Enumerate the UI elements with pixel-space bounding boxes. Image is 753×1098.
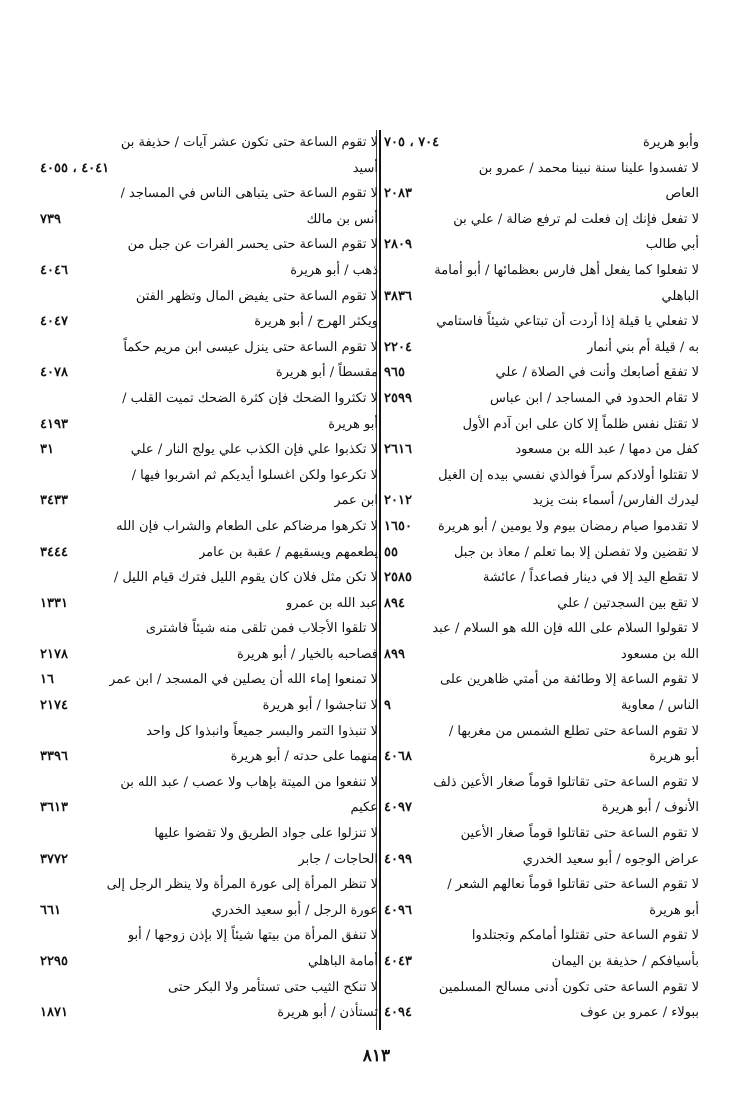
hadith-number: ٤٠٩٧ bbox=[384, 800, 412, 816]
hadith-number: ٧٣٩ bbox=[40, 211, 61, 227]
entry-text: لا تقدموا صيام رمضان بيوم ولا يومين / أبو هريرة bbox=[438, 518, 699, 534]
hadith-number: ٣٣٩٦ bbox=[40, 749, 68, 765]
entry-text: الأنوف / أبو هريرة bbox=[601, 800, 699, 816]
index-entry-line bbox=[40, 872, 378, 898]
index-entry-line bbox=[384, 591, 699, 617]
entry-text: أبي طالب bbox=[645, 237, 699, 253]
entry-text: لا تقوم الساعة حتى تكون أدنى مسالح المسلمين bbox=[438, 979, 699, 995]
entry-text: لا تقولوا السلام على الله فإن الله هو السلام / عبد bbox=[432, 621, 699, 637]
index-entry-line bbox=[40, 847, 378, 873]
index-entry-line bbox=[384, 719, 699, 745]
index-entry-line bbox=[384, 770, 699, 796]
index-entry-line bbox=[40, 258, 378, 284]
index-entry-line bbox=[40, 360, 378, 386]
index-entry-line bbox=[40, 949, 378, 975]
hadith-number: ٢٢٩٥ bbox=[40, 954, 68, 969]
entry-text: لا تقوم الساعة حتى يفيض المال وتظهر الفتن bbox=[135, 288, 378, 304]
index-entry-line bbox=[384, 616, 699, 642]
hadith-number: ٢٥٩٩ bbox=[384, 390, 412, 406]
index-entry-line bbox=[40, 719, 378, 745]
hadith-number: ٦٦١ bbox=[40, 902, 61, 918]
hadith-number: ٤٠٩٩ bbox=[384, 851, 412, 867]
hadith-number: ٤١٩٣ bbox=[40, 416, 68, 432]
index-entry-line bbox=[384, 258, 699, 284]
hadith-number: ١٦ bbox=[40, 672, 54, 688]
entry-text: لا تقتل نفس ظلماً إلا كان على ابن آدم الأول bbox=[462, 416, 699, 432]
hadith-number: ١٣٣١ bbox=[40, 595, 68, 611]
entry-text: لا تنظر المرأة إلى عورة المرأة ولا ينظر الرجل إلى bbox=[106, 877, 378, 893]
entry-text: أسيد bbox=[352, 160, 378, 176]
entry-text: أبو هريرة bbox=[649, 902, 699, 918]
entry-text: لا تكرعوا ولكن اغسلوا أيديكم ثم اشربوا فيها / bbox=[131, 467, 378, 483]
index-entry-line bbox=[384, 514, 699, 540]
hadith-number: ٤٠٤٧ bbox=[40, 314, 68, 330]
entry-text: لا تقوم الساعة حتى تقاتلوا قوماً صغار الأعين bbox=[460, 826, 699, 842]
index-entry-line bbox=[40, 130, 378, 156]
index-entry-line bbox=[40, 412, 378, 438]
index-entry-line bbox=[384, 1000, 699, 1026]
index-entry-line bbox=[40, 386, 378, 412]
index-entry-line bbox=[40, 616, 378, 642]
index-entry-line bbox=[384, 130, 699, 156]
entry-text: ابن عمر bbox=[334, 493, 378, 509]
hadith-number: ١٦٥٠ bbox=[384, 518, 412, 534]
index-entry-line bbox=[384, 386, 699, 412]
index-entry-line bbox=[40, 565, 378, 591]
hadith-number: ٣٦١٣ bbox=[40, 800, 68, 816]
entry-text: بأسيافكم / حذيفة بن اليمان bbox=[551, 954, 699, 969]
index-entry-line bbox=[384, 309, 699, 335]
index-entry-line bbox=[40, 335, 378, 361]
entry-text: لا تقوم الساعة إلا وطائفة من أمتي ظاهرين على bbox=[439, 672, 699, 688]
hadith-number: ٧٠٤ ، ٧٠٥ bbox=[384, 135, 440, 150]
index-entry-line bbox=[40, 540, 378, 566]
hadith-number: ٥٥ bbox=[384, 544, 398, 560]
index-entry-line bbox=[40, 667, 378, 693]
index-entry-line bbox=[384, 181, 699, 207]
index-entry-line bbox=[40, 795, 378, 821]
index-entry-line bbox=[40, 284, 378, 310]
index-entry-line bbox=[40, 821, 378, 847]
hadith-number: ٤٠٦٨ bbox=[384, 749, 412, 765]
index-entry-line bbox=[384, 412, 699, 438]
entry-text: أبو هريرة bbox=[328, 416, 378, 432]
index-entry-line bbox=[40, 207, 378, 233]
hadith-number: ٨٩٤ bbox=[384, 595, 405, 611]
entry-text: لا تقتلوا أولادكم سراً فوالذي نفسي بيده إن الغيل bbox=[438, 467, 699, 483]
entry-text: يطعمهم ويسقيهم / عقبة بن عامر bbox=[199, 544, 378, 560]
index-entry-line bbox=[384, 463, 699, 489]
hadith-number: ٨٩٩ bbox=[384, 646, 405, 662]
hadith-number: ٣٤٤٤ bbox=[40, 544, 68, 560]
hadith-number: ٤٠٤٦ bbox=[40, 262, 68, 278]
entry-text: الحاجات / جابر bbox=[298, 851, 378, 867]
index-entry-line bbox=[384, 360, 699, 386]
index-entry-line bbox=[384, 693, 699, 719]
entry-text: لا تقضين ولا تفصلن إلا بما تعلم / معاذ بن جبل bbox=[453, 544, 699, 560]
entry-text: لا تكن مثل فلان كان يقوم الليل فترك قيام الليل / bbox=[113, 570, 378, 586]
index-entry-line bbox=[384, 488, 699, 514]
index-entry-line bbox=[384, 437, 699, 463]
index-entry-line bbox=[384, 923, 699, 949]
entry-text: لا تقوم الساعة حتى تقاتلوا قوماً نعالهم الشعر / bbox=[447, 877, 699, 893]
index-entry-line bbox=[40, 898, 378, 924]
right-column bbox=[384, 130, 699, 1026]
entry-text: لا تلقوا الأجلاب فمن تلقى منه شيئاً فاشترى bbox=[145, 621, 378, 637]
index-entry-line bbox=[40, 437, 378, 463]
index-entry-line bbox=[40, 156, 378, 182]
entry-text: ويكثر الهرج / أبو هريرة bbox=[254, 314, 378, 330]
index-entry-line bbox=[384, 847, 699, 873]
hadith-number: ٤٠٤٣ bbox=[384, 954, 412, 969]
index-entry-line bbox=[40, 975, 378, 1001]
hadith-number: ٣٧٧٢ bbox=[40, 851, 68, 867]
entry-text: فصاحبه بالخيار / أبو هريرة bbox=[237, 646, 378, 662]
index-entry-line bbox=[40, 232, 378, 258]
entry-text: لا تقوم الساعة حتى تقتلوا أمامكم وتجتلدوا bbox=[471, 928, 699, 944]
index-entry-line bbox=[40, 181, 378, 207]
entry-text: لا تكذبوا علي فإن الكذب علي يولج النار / علي bbox=[130, 442, 378, 458]
entry-text: لا تقع بين السجدتين / علي bbox=[557, 595, 699, 611]
hadith-number: ٢٥٨٥ bbox=[384, 570, 412, 586]
index-entry-line bbox=[40, 693, 378, 719]
index-entry-line bbox=[40, 770, 378, 796]
entry-text: لا تقوم الساعة حتى يتباهى الناس في المساجد / bbox=[120, 186, 378, 202]
hadith-number: ٢١٧٤ bbox=[40, 698, 68, 714]
hadith-number: ٤٠٩٤ bbox=[384, 1005, 412, 1021]
page-number: ٨١٣ bbox=[362, 1046, 391, 1066]
hadith-number: ٤٠٧٨ bbox=[40, 365, 68, 381]
entry-text: أنس بن مالك bbox=[306, 211, 378, 227]
entry-text: أمامة الباهلي bbox=[307, 954, 378, 969]
index-entry-line bbox=[384, 949, 699, 975]
hadith-number: ٢٦١٦ bbox=[384, 442, 412, 458]
index-entry-line bbox=[384, 642, 699, 668]
index-entry-line bbox=[384, 898, 699, 924]
entry-text: لا تفعل فإنك إن فعلت لم ترفع ضالة / علي بن bbox=[453, 211, 699, 227]
index-entry-line bbox=[40, 591, 378, 617]
index-entry-line bbox=[384, 207, 699, 233]
index-entry-line bbox=[40, 514, 378, 540]
entry-text: لا تفعلوا كما يفعل أهل فارس بعظمائها / أبو أمامة bbox=[434, 262, 699, 278]
entry-text: لا تقوم الساعة حتى يحسر الفرات عن جبل من bbox=[127, 237, 378, 253]
hadith-number: ٣٤٣٣ bbox=[40, 493, 68, 509]
left-column bbox=[40, 130, 378, 1026]
column-divider bbox=[379, 130, 381, 1030]
index-entry-line bbox=[384, 667, 699, 693]
entry-text: لا تنزلوا على جواد الطريق ولا تقضوا عليها bbox=[154, 826, 378, 842]
index-entry-line bbox=[384, 795, 699, 821]
index-entry-line bbox=[384, 284, 699, 310]
entry-text: لا تنكح الثيب حتى تستأمر ولا البكر حتى bbox=[168, 979, 378, 995]
entry-text: مقسطاً / أبو هريرة bbox=[275, 365, 378, 381]
hadith-number: ٢٨٠٩ bbox=[384, 237, 412, 253]
entry-text: لا تقطع اليد إلا في دينار فصاعداً / عائشة bbox=[482, 570, 699, 586]
entry-text: لا تقوم الساعة حتى تقاتلوا قوماً صغار الأعين ذلف bbox=[433, 774, 699, 790]
hadith-number: ٣٨٣٦ bbox=[384, 288, 412, 304]
entry-text: الله بن مسعود bbox=[621, 646, 699, 662]
hadith-number: ٢٢٠٤ bbox=[384, 339, 412, 355]
index-entry-line bbox=[384, 975, 699, 1001]
index-entry-line bbox=[40, 642, 378, 668]
hadith-number: ٢١٧٨ bbox=[40, 646, 68, 662]
index-entry-line bbox=[40, 744, 378, 770]
hadith-number: ٩٦٥ bbox=[384, 365, 405, 381]
index-entry-line bbox=[40, 463, 378, 489]
entry-text: لا تنفعوا من الميتة بإهاب ولا عصب / عبد الله بن bbox=[120, 774, 378, 790]
entry-text: لا تفعلي يا قيلة إذا أردت أن تبتاعي شيئاً فاستامي bbox=[436, 314, 699, 330]
entry-text: عراض الوجوه / أبو سعيد الخدري bbox=[522, 851, 699, 867]
index-entry-line bbox=[40, 488, 378, 514]
entry-text: لا تناجشوا / أبو هريرة bbox=[262, 698, 378, 714]
hadith-number: ٤٠٩٦ bbox=[384, 902, 412, 918]
entry-text: ذهب / أبو هريرة bbox=[290, 262, 378, 278]
entry-text: ببولاء / عمرو بن عوف bbox=[580, 1005, 699, 1021]
entry-text: العاص bbox=[665, 186, 699, 202]
index-entry-line bbox=[384, 156, 699, 182]
entry-text: لا تقوم الساعة حتى ينزل عيسى ابن مريم حكماً bbox=[123, 339, 378, 355]
index-entry-line bbox=[384, 232, 699, 258]
index-entry-line bbox=[40, 1000, 378, 1026]
entry-text: لا تقوم الساعة حتى تكون عشر آيات / حذيفة بن bbox=[120, 135, 378, 150]
entry-text: لا تفسدوا علينا سنة نبينا محمد / عمرو بن bbox=[478, 160, 699, 176]
entry-text: الناس / معاوية bbox=[620, 698, 699, 714]
hadith-number: ٢٠١٢ bbox=[384, 493, 412, 509]
index-entry-line bbox=[384, 872, 699, 898]
hadith-number: ٢٠٨٣ bbox=[384, 186, 412, 202]
entry-text: لا تمنعوا إماء الله أن يصلين في المسجد / ابن عمر bbox=[109, 672, 378, 688]
entry-text: ليدرك الفارس/ أسماء بنت يزيد bbox=[532, 493, 699, 509]
entry-text: لا تقام الحدود في المساجد / ابن عباس bbox=[490, 390, 699, 406]
entry-text: عورة الرجل / أبو سعيد الخدري bbox=[211, 902, 378, 918]
entry-text: لا تنبذوا التمر والبسر جميعاً وانبذوا كل واحد bbox=[146, 723, 378, 739]
entry-text: لا تقوم الساعة حتى تطلع الشمس من مغربها / bbox=[448, 723, 699, 739]
index-entry-line bbox=[40, 923, 378, 949]
index-entry-line bbox=[384, 744, 699, 770]
entry-text: وأبو هريرة bbox=[643, 135, 699, 150]
entry-text: أبو هريرة bbox=[649, 749, 699, 765]
entry-text: الباهلي bbox=[661, 288, 699, 304]
entry-text: لا تفقع أصابعك وأنت في الصلاة / علي bbox=[495, 365, 699, 381]
hadith-number: ٤٠٤١ ، ٤٠٥٥ bbox=[40, 160, 110, 176]
index-entry-line bbox=[384, 821, 699, 847]
entry-text: كفل من دمها / عبد الله بن مسعود bbox=[515, 442, 699, 458]
entry-text: عكيم bbox=[350, 800, 378, 816]
index-entry-line bbox=[384, 565, 699, 591]
index-entry-line bbox=[384, 540, 699, 566]
hadith-number: ١٨٧١ bbox=[40, 1005, 68, 1021]
entry-text: منهما على حدته / أبو هريرة bbox=[230, 749, 378, 765]
hadith-number: ٩ bbox=[384, 698, 391, 714]
entry-text: لا تنفق المرأة من بيتها شيئاً إلا بإذن زوجها / أبو bbox=[127, 928, 378, 944]
entry-text: تستأذن / أبو هريرة bbox=[277, 1005, 378, 1021]
entry-text: لا تكثروا الضحك فإن كثرة الضحك تميت القلب / bbox=[122, 390, 378, 406]
hadith-number: ٣١ bbox=[40, 442, 54, 458]
index-entry-line bbox=[40, 309, 378, 335]
entry-text: به / قيلة أم بني أنمار bbox=[586, 339, 699, 355]
entry-text: لا تكرهوا مرضاكم على الطعام والشراب فإن الله bbox=[116, 518, 378, 534]
index-entry-line bbox=[384, 335, 699, 361]
entry-text: عبد الله بن عمرو bbox=[286, 595, 378, 611]
